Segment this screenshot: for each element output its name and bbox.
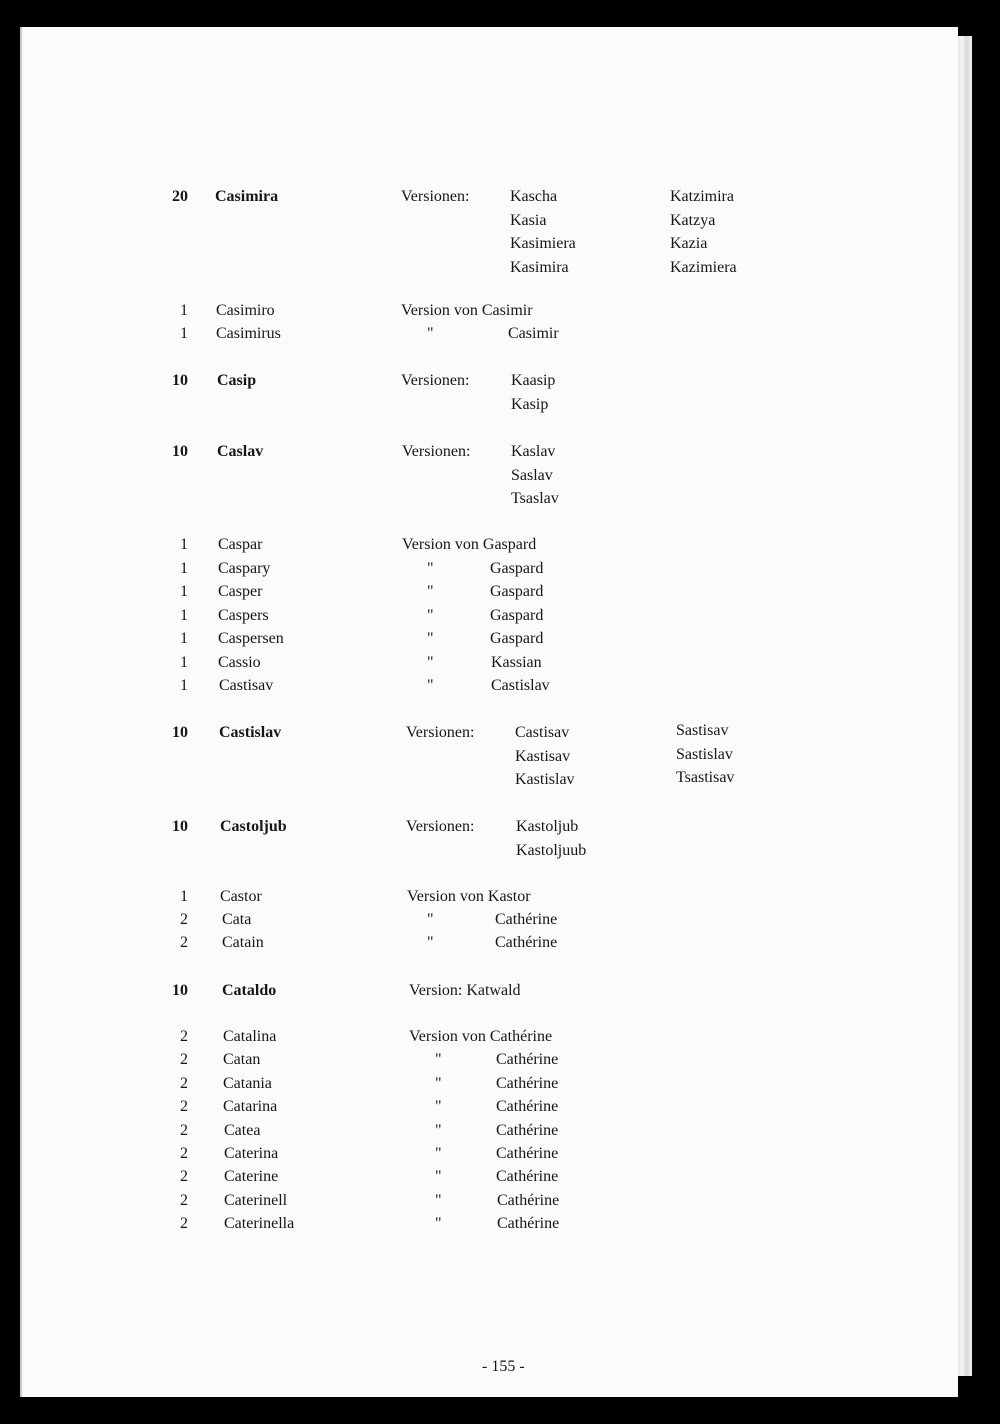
entry-description: " [427,630,434,647]
entry-variant-secondary: Katzimira [670,188,734,205]
entry-variant: Kastoljub [516,818,579,835]
entry-count: 2 [180,1122,188,1139]
entry-name: Catania [223,1075,272,1092]
entry-name: Caterine [224,1168,279,1185]
entry-count: 2 [180,1028,188,1045]
entry-description: " [435,1192,442,1209]
entry-description: Version von Gaspard [402,536,537,553]
entry-variant: Kasimira [510,258,569,276]
page-number: - 155 - [482,1358,525,1375]
entry-variant: Kaasip [511,372,556,389]
entry-variant: Kascha [510,188,558,205]
entry-variant: Cathérine [497,1215,560,1232]
entry-description: " [435,1098,442,1115]
entry-count: 10 [172,818,188,835]
entry-count: 2 [180,1098,188,1115]
entry-description: " [427,934,434,951]
entry-variant-secondary: Sastislav [676,745,733,763]
entry-name: Casip [217,372,257,389]
entry-count: 2 [180,1145,188,1162]
document-page [20,27,958,1397]
entry-variant: Casimir [508,325,559,342]
entry-variant-secondary: Tsastisav [676,769,735,786]
entry-variant: Cathérine [495,911,558,928]
page-spine [20,27,22,1397]
entry-description: Versionen: [401,372,470,389]
entry-description: Versionen: [401,188,470,205]
page-edge [958,36,972,1376]
entry-count: 10 [172,372,188,389]
entry-variant: Kasimiera [510,235,576,252]
entry-description: " [427,911,434,928]
entry-variant: Gaspard [490,583,544,600]
entry-description: " [435,1145,442,1162]
entry-name: Caterinell [224,1192,288,1209]
entry-count: 2 [180,1168,188,1185]
entry-name: Catan [223,1051,261,1068]
entry-description: " [427,325,434,342]
entry-variant: Cathérine [497,1192,560,1209]
entry-name: Casimirus [216,325,281,342]
entry-variant: Cathérine [496,1145,559,1162]
entry-count: 1 [180,560,188,577]
entry-variant: Cathérine [496,1075,559,1092]
entry-variant: Tsaslav [511,490,559,507]
entry-variant: Cathérine [496,1122,559,1139]
entry-description: " [427,583,434,600]
entry-variant: Gaspard [490,630,544,647]
entry-name: Castoljub [220,818,287,835]
entry-variant: Castisav [515,724,570,741]
entry-description: Versionen: [406,818,475,835]
entry-name: Cataldo [222,982,277,999]
entry-count: 1 [180,654,188,671]
entry-name: Castisav [219,677,274,694]
entry-description: " [435,1075,442,1092]
entry-variant: Kastoljuub [516,841,587,859]
entry-variant: Kaslav [511,443,556,460]
entry-variant-secondary: Sastisav [676,722,729,739]
entry-name: Caterinella [224,1215,295,1232]
entry-count: 1 [180,302,188,319]
entry-count: 2 [180,1051,188,1068]
entry-name: Catarina [223,1098,278,1115]
entry-variant-secondary: Katzya [670,211,716,229]
entry-name: Casimira [215,188,279,205]
entry-count: 10 [172,443,188,460]
entry-count: 1 [180,536,188,553]
entry-description: Version von Kastor [407,888,531,905]
entry-count: 1 [180,888,188,905]
entry-variant: Kassian [491,654,542,671]
entry-variant: Cathérine [495,934,558,951]
entry-description: " [427,607,434,624]
entry-variant-secondary: Kazia [670,235,708,252]
entry-name: Caslav [217,443,264,460]
entry-count: 2 [180,1215,188,1232]
entry-name: Castislav [219,724,282,741]
entry-description: " [427,677,434,694]
entry-variant: Cathérine [496,1168,559,1185]
entry-variant: Kasip [511,395,549,413]
entry-name: Castor [220,888,262,905]
entry-description: " [427,654,434,671]
entry-count: 10 [172,982,188,999]
entry-description: " [427,560,434,577]
entry-variant: Saslav [511,466,553,484]
entry-count: 20 [172,188,188,205]
entry-variant: Gaspard [490,607,544,624]
entry-name: Caspary [218,560,271,577]
entry-name: Caspar [218,536,263,553]
entry-description: " [435,1168,442,1185]
entry-count: 2 [180,1192,188,1209]
entry-description: Version: Katwald [409,982,521,999]
entry-count: 1 [180,630,188,647]
entry-name: Caterina [224,1145,279,1162]
entry-description: Versionen: [402,443,471,460]
entry-variant: Castislav [491,677,550,694]
entry-name: Cata [222,911,252,928]
entry-name: Caspersen [218,630,284,647]
entry-name: Casimiro [216,302,275,319]
entry-description: " [435,1215,442,1232]
entry-name: Catain [222,934,264,951]
entry-name: Cassio [218,654,261,671]
entry-variant: Kastisav [515,747,571,765]
entry-count: 1 [180,325,188,342]
entry-count: 2 [180,934,188,951]
entry-count: 10 [172,724,188,741]
entry-name: Catea [224,1122,261,1139]
entry-count: 1 [180,607,188,624]
entry-variant: Cathérine [496,1098,559,1115]
entry-description: Versionen: [406,724,475,741]
entry-description: " [435,1122,442,1139]
entry-variant-secondary: Kazimiera [670,258,737,276]
entry-count: 1 [180,583,188,600]
entry-count: 2 [180,1075,188,1092]
entry-variant: Kasia [510,211,547,229]
entry-variant: Kastislav [515,771,575,788]
entry-description: " [435,1051,442,1068]
entry-name: Catalina [223,1028,277,1045]
entry-name: Casper [218,583,263,600]
entry-count: 1 [180,677,188,694]
entry-name: Caspers [218,607,269,624]
entry-variant: Cathérine [496,1051,559,1068]
entry-count: 2 [180,911,188,928]
entry-description: Version von Casimir [401,302,533,319]
entry-variant: Gaspard [490,560,544,577]
entry-description: Version von Cathérine [409,1028,553,1045]
